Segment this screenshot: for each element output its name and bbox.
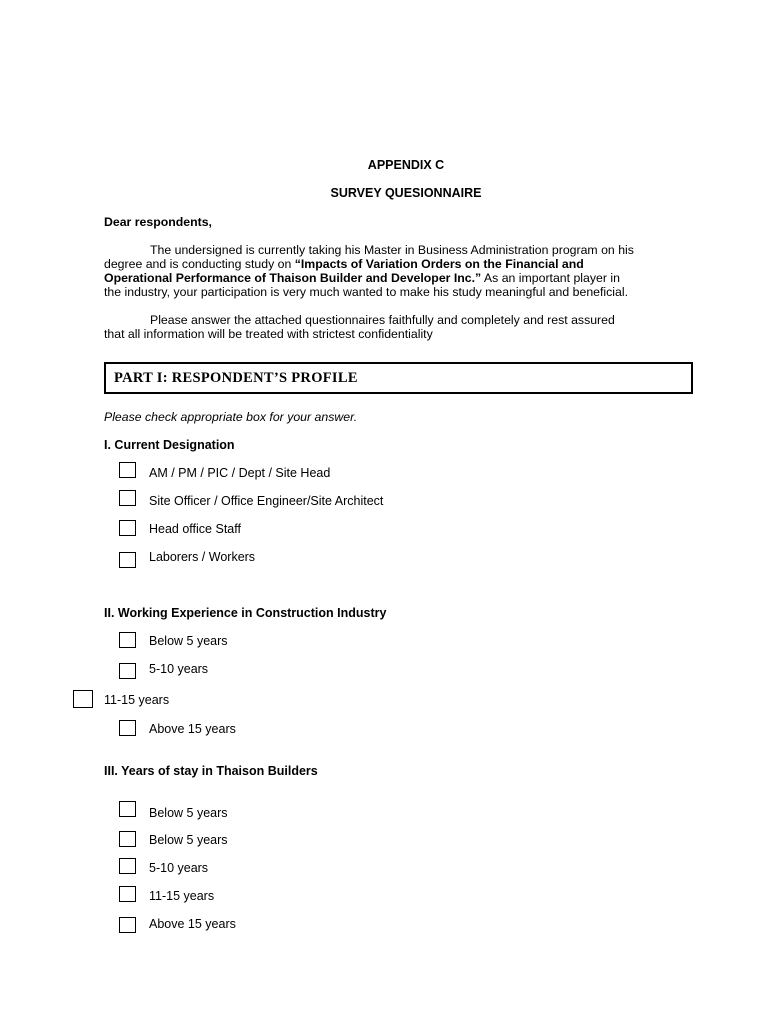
option-label: 5-10 years xyxy=(149,861,209,875)
option-label: Site Officer / Office Engineer/Site Architect xyxy=(149,494,384,508)
greeting: Dear respondents, xyxy=(104,215,212,229)
checkbox[interactable] xyxy=(119,858,136,874)
intro-line-4: the industry, your participation is very much wanted to make his study meaningful and beneficial. xyxy=(104,285,629,299)
option-label: Above 15 years xyxy=(149,917,236,931)
document-title: SURVEY QUESIONNAIRE xyxy=(330,186,482,200)
checkbox[interactable] xyxy=(119,663,136,679)
intro-line-2: degree and is conducting study on xyxy=(104,257,295,271)
checkbox[interactable] xyxy=(119,720,136,736)
option-label: AM / PM / PIC / Dept / Site Head xyxy=(149,466,331,480)
intro-line-1: The undersigned is currently taking his Master in Business Administration program on his xyxy=(150,243,634,257)
checkbox[interactable] xyxy=(119,632,136,648)
option-label: 5-10 years xyxy=(149,662,209,676)
section-title: III. Years of stay in Thaison Builders xyxy=(104,764,318,778)
study-title-part-1: “Impacts of Variation Orders on the Financial and xyxy=(294,257,584,271)
checkbox[interactable] xyxy=(119,462,136,478)
part-title: PART I: RESPONDENT’S PROFILE xyxy=(114,370,358,386)
option-label: Head office Staff xyxy=(149,522,241,536)
appendix-label: APPENDIX C xyxy=(367,158,445,172)
checkbox[interactable] xyxy=(119,552,136,568)
checkbox[interactable] xyxy=(119,831,136,847)
checkbox[interactable] xyxy=(73,690,93,708)
checkbox[interactable] xyxy=(119,801,136,817)
section-title: I. Current Designation xyxy=(104,438,235,452)
checkbox[interactable] xyxy=(119,490,136,506)
instructions-line-1: Please answer the attached questionnaires faithfully and completely and rest assured xyxy=(150,313,615,327)
check-instruction: Please check appropriate box for your answer. xyxy=(104,410,358,424)
option-label: Laborers / Workers xyxy=(149,550,256,564)
option-label: Below 5 years xyxy=(149,634,228,648)
option-label: 11-15 years xyxy=(149,889,215,903)
option-label: Below 5 years xyxy=(149,806,228,820)
instructions-line-2: that all information will be treated with strictest confidentiality xyxy=(104,327,433,341)
option-label: Below 5 years xyxy=(149,833,228,847)
section-title: II. Working Experience in Construction Industry xyxy=(104,606,387,620)
checkbox[interactable] xyxy=(119,520,136,536)
option-label: Above 15 years xyxy=(149,722,236,736)
option-label: 11-15 years xyxy=(104,693,170,707)
intro-paragraph xyxy=(104,243,704,299)
checkbox[interactable] xyxy=(119,886,136,902)
checkbox[interactable] xyxy=(119,917,136,933)
study-title-part-2: Operational Performance of Thaison Builder and Developer Inc.” xyxy=(104,271,482,285)
instructions-paragraph xyxy=(104,313,704,341)
intro-line-3: As an important player in xyxy=(481,271,620,285)
